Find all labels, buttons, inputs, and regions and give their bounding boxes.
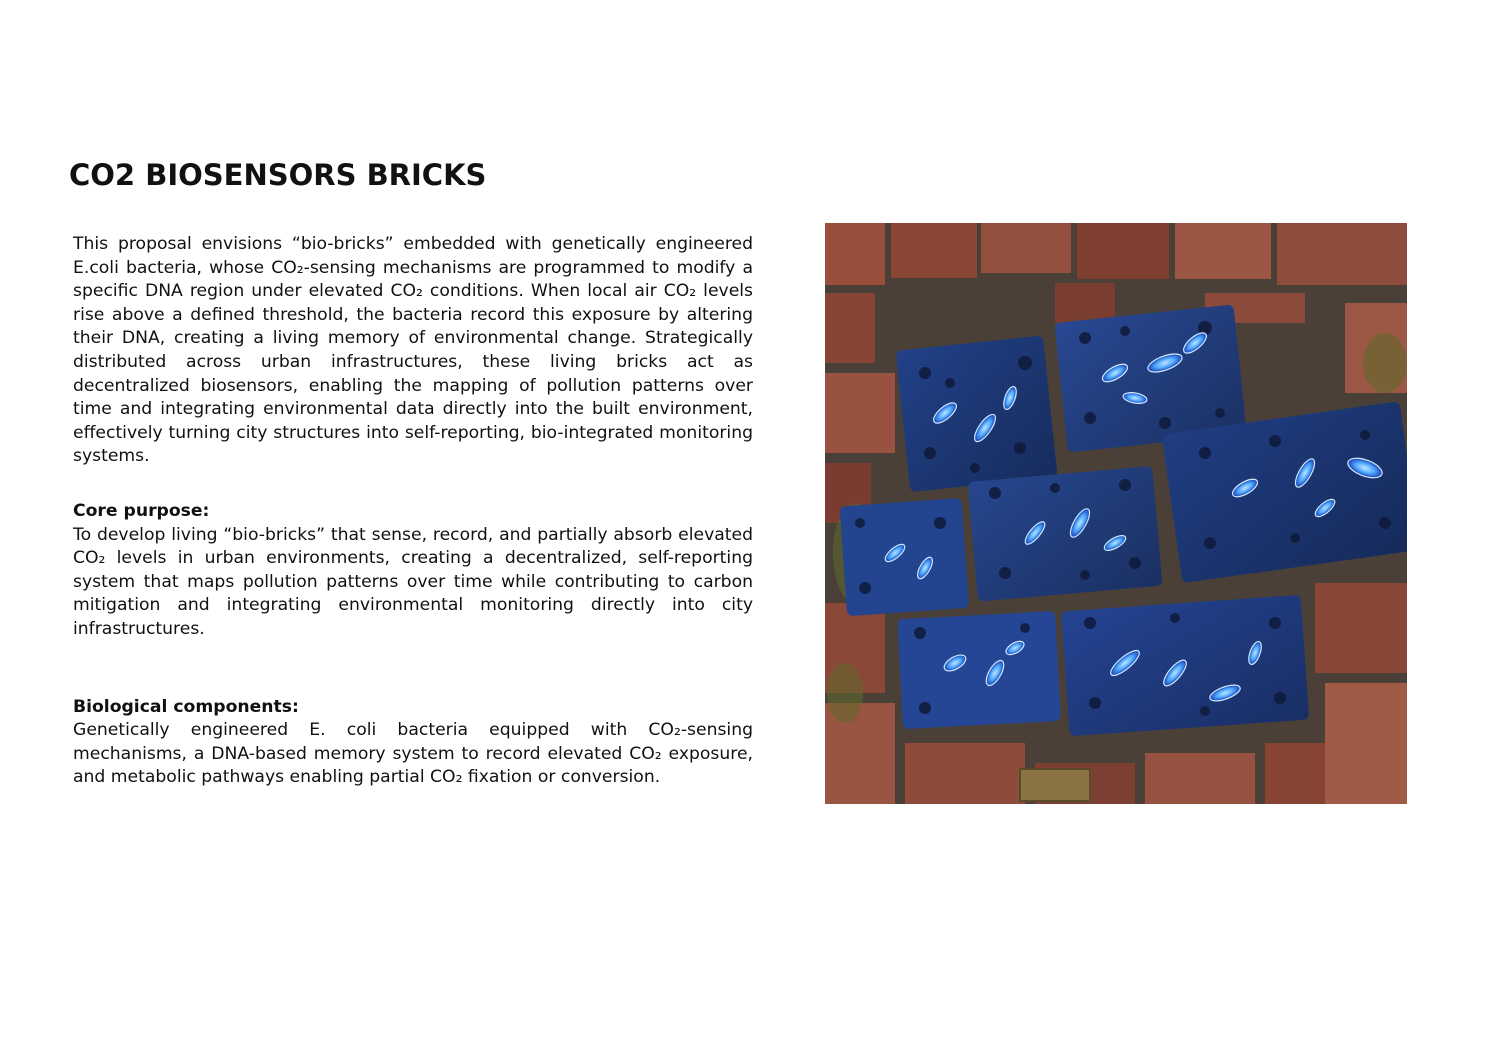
- core-purpose-heading: Core purpose:: [73, 500, 210, 521]
- page-title: CO2 BIOSENSORS BRICKS: [69, 158, 487, 192]
- biological-components-body: Genetically engineered E. coli bacteria equipped with CO₂-sensing mechanisms, a DNA-based memory system to record elevated CO₂ exposure, and metabolic pathways enabling partial CO₂ fixation or conversion.: [73, 720, 753, 788]
- intro-paragraph: This proposal envisions “bio-bricks” embedded with genetically engineered E.coli bacteria, whose CO₂-sensing mechanisms are programmed to modify a specific DNA region under elevated CO₂ conditions. When local air CO₂ levels rise above a defined threshold, the bacteria record this exposure by altering their DNA, creating a living memory of environmental change. Strategically distributed across urban infrastructures, these living bricks act as decentralized biosensors, enabling the mapping of pollution patterns over time and integrating environmental data directly into the built environment, effectively turning city structures into self-reporting, bio-integrated monitoring systems.: [73, 234, 753, 467]
- biological-components-heading: Biological components:: [73, 696, 299, 717]
- bio-bricks-photo: [825, 223, 1407, 804]
- wall-plaque: [1020, 769, 1090, 801]
- bio-brick: [968, 466, 1163, 602]
- text-column: [73, 233, 753, 790]
- core-purpose-body: To develop living “bio-bricks” that sense, record, and partially absorb elevated CO₂ levels in urban environments, creating a decentralized, self-reporting system that maps pollution patterns over time while contributing to carbon mitigation and integrating environmental monitoring directly into city infrastructures.: [73, 524, 753, 639]
- bio-bricks-illustration: [825, 223, 1407, 804]
- bio-brick: [840, 498, 969, 616]
